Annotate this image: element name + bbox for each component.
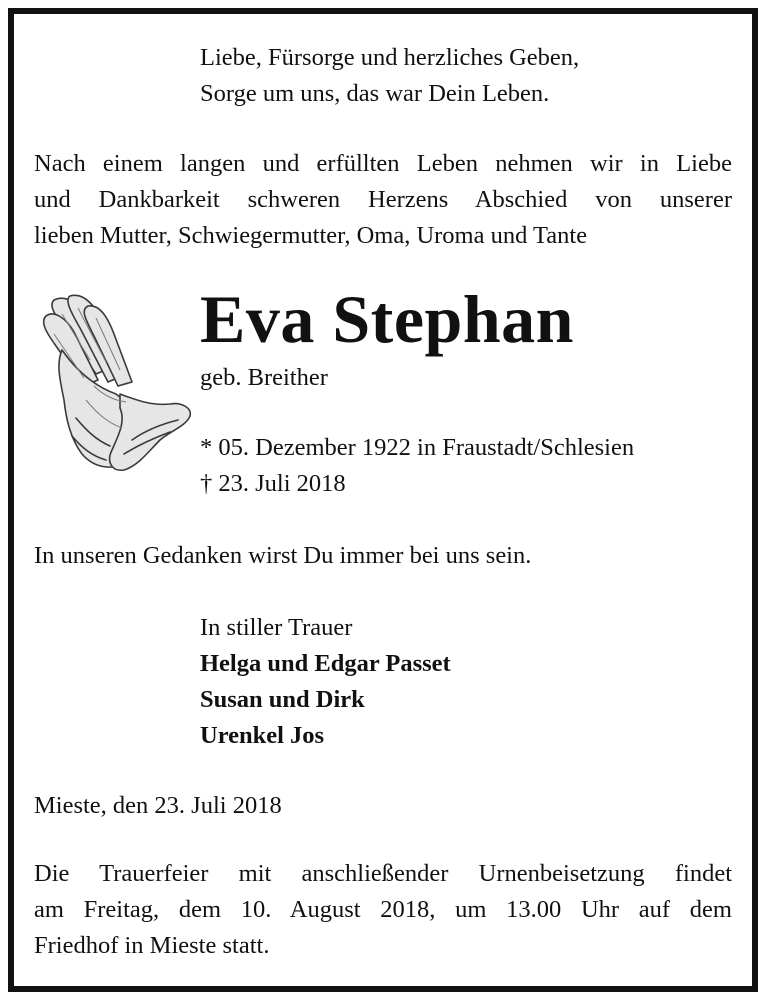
funeral-service-info [34, 856, 732, 964]
obituary-notice [8, 8, 758, 992]
mourner-name: Helga und Edgar Passet [200, 650, 451, 677]
death-date: † 23. Juli 2018 [200, 470, 346, 497]
service-line-3: Friedhof in Mieste statt. [34, 932, 270, 959]
service-line-1: Die Trauerfeier mit anschließender Urnenbeisetzung findet [34, 860, 732, 887]
deceased-name: Eva Stephan [200, 281, 574, 357]
place-and-date: Mieste, den 23. Juli 2018 [34, 792, 282, 819]
remembrance-line: In unseren Gedanken wirst Du immer bei uns sein. [34, 542, 532, 569]
intro-text [34, 146, 732, 254]
mourners-block [200, 610, 451, 754]
service-line-2: am Freitag, dem 10. August 2018, um 13.00 Uhr auf dem [34, 896, 732, 923]
intro-line-1: Nach einem langen und erfüllten Leben nehmen wir in Liebe [34, 150, 732, 177]
mourner-name: Susan und Dirk [200, 686, 365, 713]
praying-hands-icon [36, 290, 194, 480]
intro-line-3: lieben Mutter, Schwiegermutter, Oma, Uroma und Tante [34, 222, 588, 249]
poem-line-2: Sorge um uns, das war Dein Leben. [200, 80, 550, 107]
poem-line-1: Liebe, Fürsorge und herzliches Geben, [200, 44, 580, 71]
birth-date: * 05. Dezember 1922 in Fraustadt/Schlesien [200, 434, 635, 461]
maiden-name: geb. Breither [200, 364, 328, 391]
poem [200, 40, 579, 112]
mourner-name: Urenkel Jos [200, 722, 325, 749]
intro-line-2: und Dankbarkeit schweren Herzens Abschied von unserer [34, 186, 732, 213]
life-dates [200, 430, 634, 502]
mourners-heading: In stiller Trauer [200, 614, 353, 641]
